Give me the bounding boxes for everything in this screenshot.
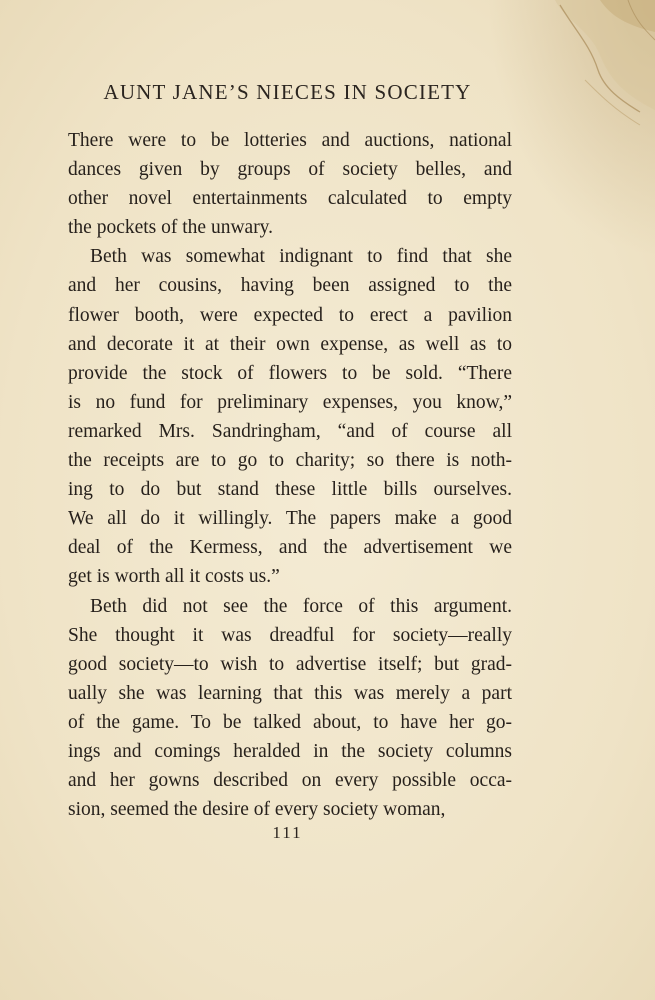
text-line: She thought it was dreadful for society—really [68,624,512,646]
text-line: other novel entertainments calculated to empty [68,188,512,210]
text-line: is no fund for preliminary expenses, you know,” [68,391,512,413]
text-line: ing to do but stand these little bills ourselves. [68,479,512,501]
text-line: the receipts are to go to charity; so there is noth- [68,450,512,472]
text-line: ings and comings heralded in the society columns [68,740,512,762]
text-line: We all do it willingly. The papers make a good [68,508,512,530]
text-line: and decorate it at their own expense, as well as to [68,333,512,355]
text-line: get is worth all it costs us.” [68,566,280,588]
text-line: good society—to wish to advertise itself; but grad- [68,653,512,675]
text-line: of the game. To be talked about, to have her go- [68,711,512,733]
text-line: the pockets of the unwary. [68,217,274,239]
text-line: There were to be lotteries and auctions, national [68,130,512,151]
text-line: ually she was learning that this was merely a part [68,682,512,704]
text-line: Beth was somewhat indignant to find that she [90,246,512,268]
running-head: AUNT JANE’S NIECES IN SOCIETY [103,80,472,104]
text-line: deal of the Kermess, and the advertisement we [68,537,512,559]
text-line: sion, seemed the desire of every society woman, [68,799,446,821]
body-text [68,126,512,824]
page-number: 111 [272,823,303,842]
text-line: dances given by groups of society belles, and [68,159,512,181]
text-line: and her cousins, having been assigned to the [68,275,512,297]
text-line: provide the stock of flowers to be sold. “There [68,362,512,384]
text-line: flower booth, were expected to erect a pavilion [68,304,512,326]
text-line: and her gowns described on every possible occa- [68,770,512,792]
text-line: Beth did not see the force of this argument. [90,595,512,617]
text-line: remarked Mrs. Sandringham, “and of course all [68,420,512,442]
